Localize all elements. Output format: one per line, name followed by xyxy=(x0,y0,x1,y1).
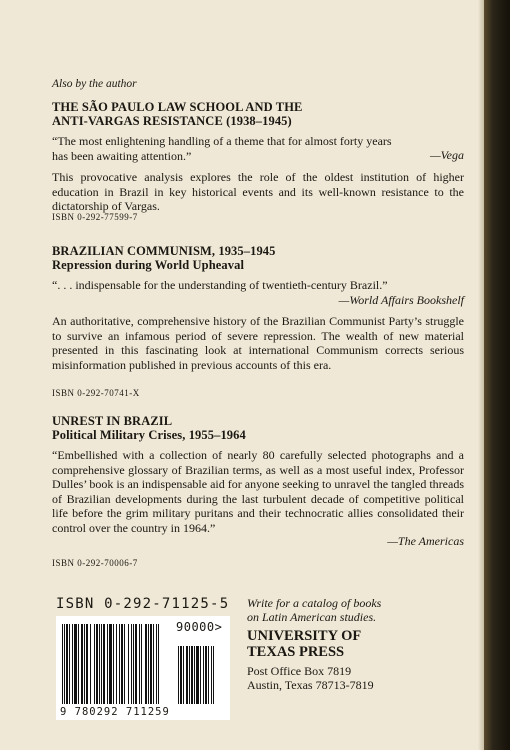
publisher-name: UNIVERSITY OF TEXAS PRESS xyxy=(247,628,362,660)
book-3-quote: “Embellished with a collection of nearly 80 carefully selected photographs and a comprehensive glossary of Brazilian terms, as well as a most useful index, Professor Dulles’ book is an indispensable aid for anyone seeking to unravel the tangled threads of Brazilian developments during the last turbulent decade of competitive political life before the grim military puritans and their technocratic allies consolidated their control over the country in 1964.” xyxy=(52,448,464,535)
addon-barcode-bars xyxy=(178,646,224,704)
book-1-quote: “The most enlightening handling of a theme that for almost forty years has been awaiting attention.” xyxy=(52,134,392,163)
ean-barcode-bars xyxy=(62,624,166,704)
book-3-title: UNREST IN BRAZIL Political Military Crises, 1955–1964 xyxy=(52,414,246,442)
book-2-title: BRAZILIAN COMMUNISM, 1935–1945 Repression during World Upheaval xyxy=(52,244,276,272)
catalog-note: Write for a catalog of books on Latin American studies. xyxy=(247,596,382,624)
price-code: 90000> xyxy=(176,620,223,634)
isbn-barcode-label: ISBN 0-292-71125-5 xyxy=(56,596,230,612)
book-3-attribution: —The Americas xyxy=(387,534,464,548)
book-1-attribution: —Vega xyxy=(430,148,464,162)
barcode xyxy=(56,616,230,720)
book-1-description: This provocative analysis explores the role of the oldest institution of higher education in Brazil in key historical events and its well-known resistance to the dictatorship of Vargas. xyxy=(52,170,464,213)
book-3-isbn: ISBN 0-292-70006-7 xyxy=(52,558,138,568)
book-2-attribution: —World Affairs Bookshelf xyxy=(338,293,464,307)
book-1-isbn: ISBN 0-292-77599-7 xyxy=(52,212,138,222)
book-spine xyxy=(484,0,510,750)
book-2-quote: “. . . indispensable for the understanding of twentieth-century Brazil.” xyxy=(52,278,388,292)
also-by-heading: Also by the author xyxy=(52,78,137,90)
ean-number: 9 780292 711259 xyxy=(60,706,170,718)
publisher-address: Post Office Box 7819 Austin, Texas 78713-7819 xyxy=(247,664,374,692)
book-2-isbn: ISBN 0-292-70741-X xyxy=(52,388,140,398)
book-1-title: THE SÃO PAULO LAW SCHOOL AND THE ANTI-VARGAS RESISTANCE (1938–1945) xyxy=(52,100,303,128)
book-2-description: An authoritative, comprehensive history of the Brazilian Communist Party’s struggle to survive an infamous period of severe repression. The wealth of new material presented in this fascinating look at international Communism corrects serious misinformation published in previous accounts of this era. xyxy=(52,314,464,372)
